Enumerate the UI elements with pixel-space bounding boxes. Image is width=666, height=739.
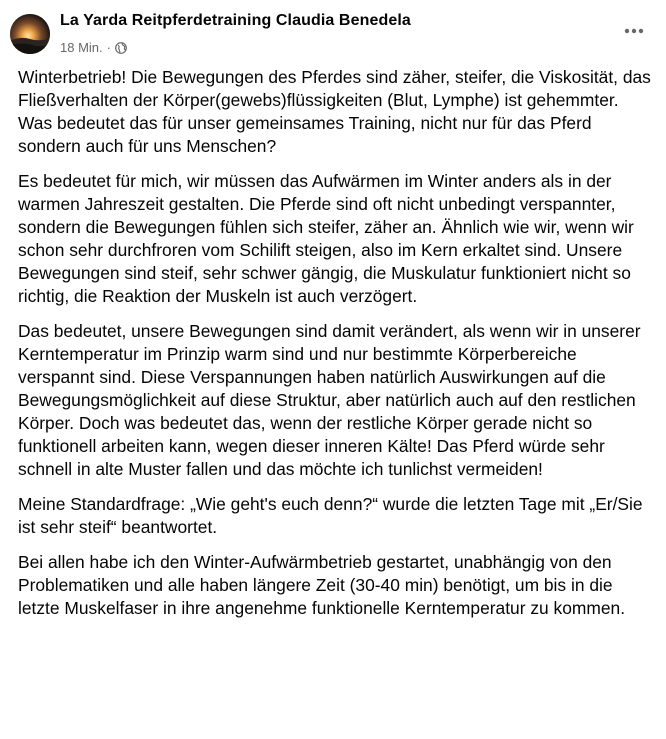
- post-header: [0, 0, 666, 62]
- more-options-icon: [624, 21, 644, 39]
- post-paragraph: Es bedeutet für mich, wir müssen das Aufwärmen im Winter anders als in der warmen Jahreszeit gestalten. Die Pferde sind oft nicht unbedingt verspannter, sondern die Bewegungen fühlen sich steifer, zäher an. Ähnlich wie wir, wenn wir schon sehr durchfroren vom Schilift steigen, also im Kern erkaltet sind. Unsere Bewegungen sind steif, sehr schwer gängig, die Muskulatur funktioniert nicht so richtig, die Reaktion der Muskeln ist auch verzögert.: [18, 171, 634, 306]
- post-content: [18, 66, 654, 632]
- post-paragraph: Das bedeutet, unsere Bewegungen sind damit verändert, als wenn wir in unserer Kerntemperatur im Prinzip warm sind und nur bestimmte Körperbereiche verspannt sind. Diese Verspannungen haben natürlich Auswirkungen auf die Bewegungsmöglichkeit auf diese Struktur, aber natürlich auch auf den restlichen Körper. Doch was bedeutet das, wenn der restliche Körper gerade nicht so funktionell arbeiten kann, wegen dieser inneren Kälte! Das Pferd würde sehr schnell in alte Muster fallen und das möchte ich tunlichst vermeiden!: [18, 321, 641, 479]
- page-avatar[interactable]: [10, 14, 50, 54]
- post-paragraph: Bei allen habe ich den Winter-Aufwärmbetrieb gestartet, unabhängig von den Problematiken und alle haben längere Zeit (30-40 min) benötigt, um bis in die letzte Muskelfaser in ihre angenehme funktionelle Kerntemperatur zu kommen.: [18, 552, 626, 618]
- post-paragraph: Meine Standardfrage: „Wie geht's euch denn?“ wurde die letzten Tage mit „Er/Sie ist sehr steif“ beantwortet.: [18, 494, 643, 537]
- post-timestamp[interactable]: 18 Min.: [60, 40, 103, 55]
- globe-icon[interactable]: [115, 42, 127, 54]
- meta-separator: ·: [106, 40, 111, 55]
- post-meta: [60, 40, 127, 55]
- post-paragraph: Winterbetrieb! Die Bewegungen des Pferdes sind zäher, steifer, die Viskosität, das Fließverhalten der Körper(gewebs)flüssigkeiten (Blut, Lymphe) ist gehemmter. Was bedeutet das für unser gemeinsames Training, nicht nur für das Pferd sondern auch für uns Menschen?: [18, 67, 651, 156]
- more-options-button[interactable]: [620, 16, 648, 44]
- post-author[interactable]: La Yarda Reitpferdetraining Claudia Benedela: [60, 12, 411, 29]
